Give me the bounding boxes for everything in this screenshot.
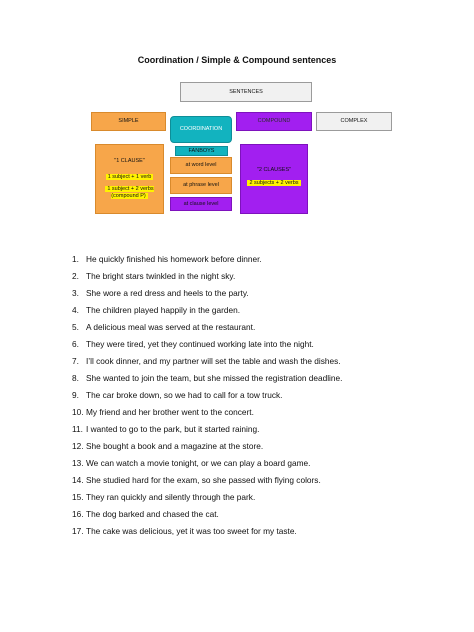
two-clauses-rule: 2 subjects + 2 verbs xyxy=(249,180,299,186)
list-item xyxy=(72,457,342,474)
page-title: Coordination / Simple & Compound sentences xyxy=(137,55,337,65)
list-item xyxy=(72,355,342,372)
list-item xyxy=(72,270,342,287)
diagram-coordination-box: COORDINATION xyxy=(170,116,232,143)
item-number: 3. xyxy=(72,288,79,298)
list-item xyxy=(72,474,342,491)
item-number: 11. xyxy=(72,424,83,434)
item-text: The car broke down, so we had to call for a tow truck. xyxy=(86,390,283,400)
item-text: The children played happily in the garden. xyxy=(86,305,241,315)
diagram-simple-box: SIMPLE xyxy=(91,112,166,131)
list-item xyxy=(72,321,342,338)
item-text: A delicious meal was served at the restaurant. xyxy=(86,322,256,332)
list-item xyxy=(72,423,342,440)
list-item xyxy=(72,406,342,423)
item-number: 16. xyxy=(72,509,84,519)
diagram-compound-box: COMPOUND xyxy=(236,112,312,131)
diagram-two-clauses-box xyxy=(240,144,308,214)
item-number: 1. xyxy=(72,254,79,264)
item-number: 12. xyxy=(72,441,84,451)
list-item xyxy=(72,304,342,321)
item-text: My friend and her brother went to the concert. xyxy=(86,407,254,417)
item-text: They were tired, yet they continued working late into the night. xyxy=(86,339,314,349)
diagram-fanboys-box: FANBOYS xyxy=(175,146,228,156)
item-text: She wanted to join the team, but she missed the registration deadline. xyxy=(86,373,343,383)
list-item xyxy=(72,525,342,542)
item-number: 10. xyxy=(72,407,84,417)
item-number: 2. xyxy=(72,271,79,281)
item-text: She wore a red dress and heels to the party. xyxy=(86,288,249,298)
item-number: 14. xyxy=(72,475,84,485)
list-item xyxy=(72,253,342,270)
item-number: 8. xyxy=(72,373,79,383)
list-item xyxy=(72,372,342,389)
list-item xyxy=(72,440,342,457)
item-text: The dog barked and chased the cat. xyxy=(86,509,219,519)
item-number: 9. xyxy=(72,390,79,400)
item-number: 5. xyxy=(72,322,79,332)
item-text: I’ll cook dinner, and my partner will set the table and wash the dishes. xyxy=(86,356,341,366)
diagram-complex-box: COMPLEX xyxy=(316,112,392,131)
item-number: 7. xyxy=(72,356,79,366)
one-clause-heading: "1 CLAUSE" xyxy=(114,158,145,164)
item-text: They ran quickly and silently through the park. xyxy=(86,492,256,502)
item-text: She bought a book and a magazine at the store. xyxy=(86,441,264,451)
item-text: I wanted to go to the park, but it started raining. xyxy=(86,424,260,434)
item-number: 13. xyxy=(72,458,84,468)
list-item xyxy=(72,508,342,525)
one-clause-rule-1: 1 subject + 1 verb xyxy=(107,174,152,180)
list-item xyxy=(72,389,342,406)
one-clause-rule-2: 1 subject + 2 verbs (compound P) xyxy=(107,186,154,199)
item-text: She studied hard for the exam, so she passed with flying colors. xyxy=(86,475,321,485)
list-item xyxy=(72,287,342,304)
diagram-one-clause-box xyxy=(95,144,164,214)
item-text: He quickly finished his homework before dinner. xyxy=(86,254,262,264)
list-item xyxy=(72,491,342,508)
two-clauses-heading: "2 CLAUSES" xyxy=(256,167,292,173)
item-number: 6. xyxy=(72,339,79,349)
item-text: The bright stars twinkled in the night sky. xyxy=(86,271,236,281)
list-item xyxy=(72,338,342,355)
item-text: The cake was delicious, yet it was too sweet for my taste. xyxy=(86,526,297,536)
sentence-list xyxy=(72,253,342,542)
diagram-word-level-box: at word level xyxy=(170,157,232,174)
item-text: We can watch a movie tonight, or we can play a board game. xyxy=(86,458,311,468)
diagram-sentences-box: SENTENCES xyxy=(180,82,312,102)
item-number: 15. xyxy=(72,492,84,502)
diagram-clause-level-box: at clause level xyxy=(170,197,232,211)
item-number: 4. xyxy=(72,305,79,315)
item-number: 17. xyxy=(72,526,84,536)
diagram-phrase-level-box: at phrase level xyxy=(170,177,232,194)
